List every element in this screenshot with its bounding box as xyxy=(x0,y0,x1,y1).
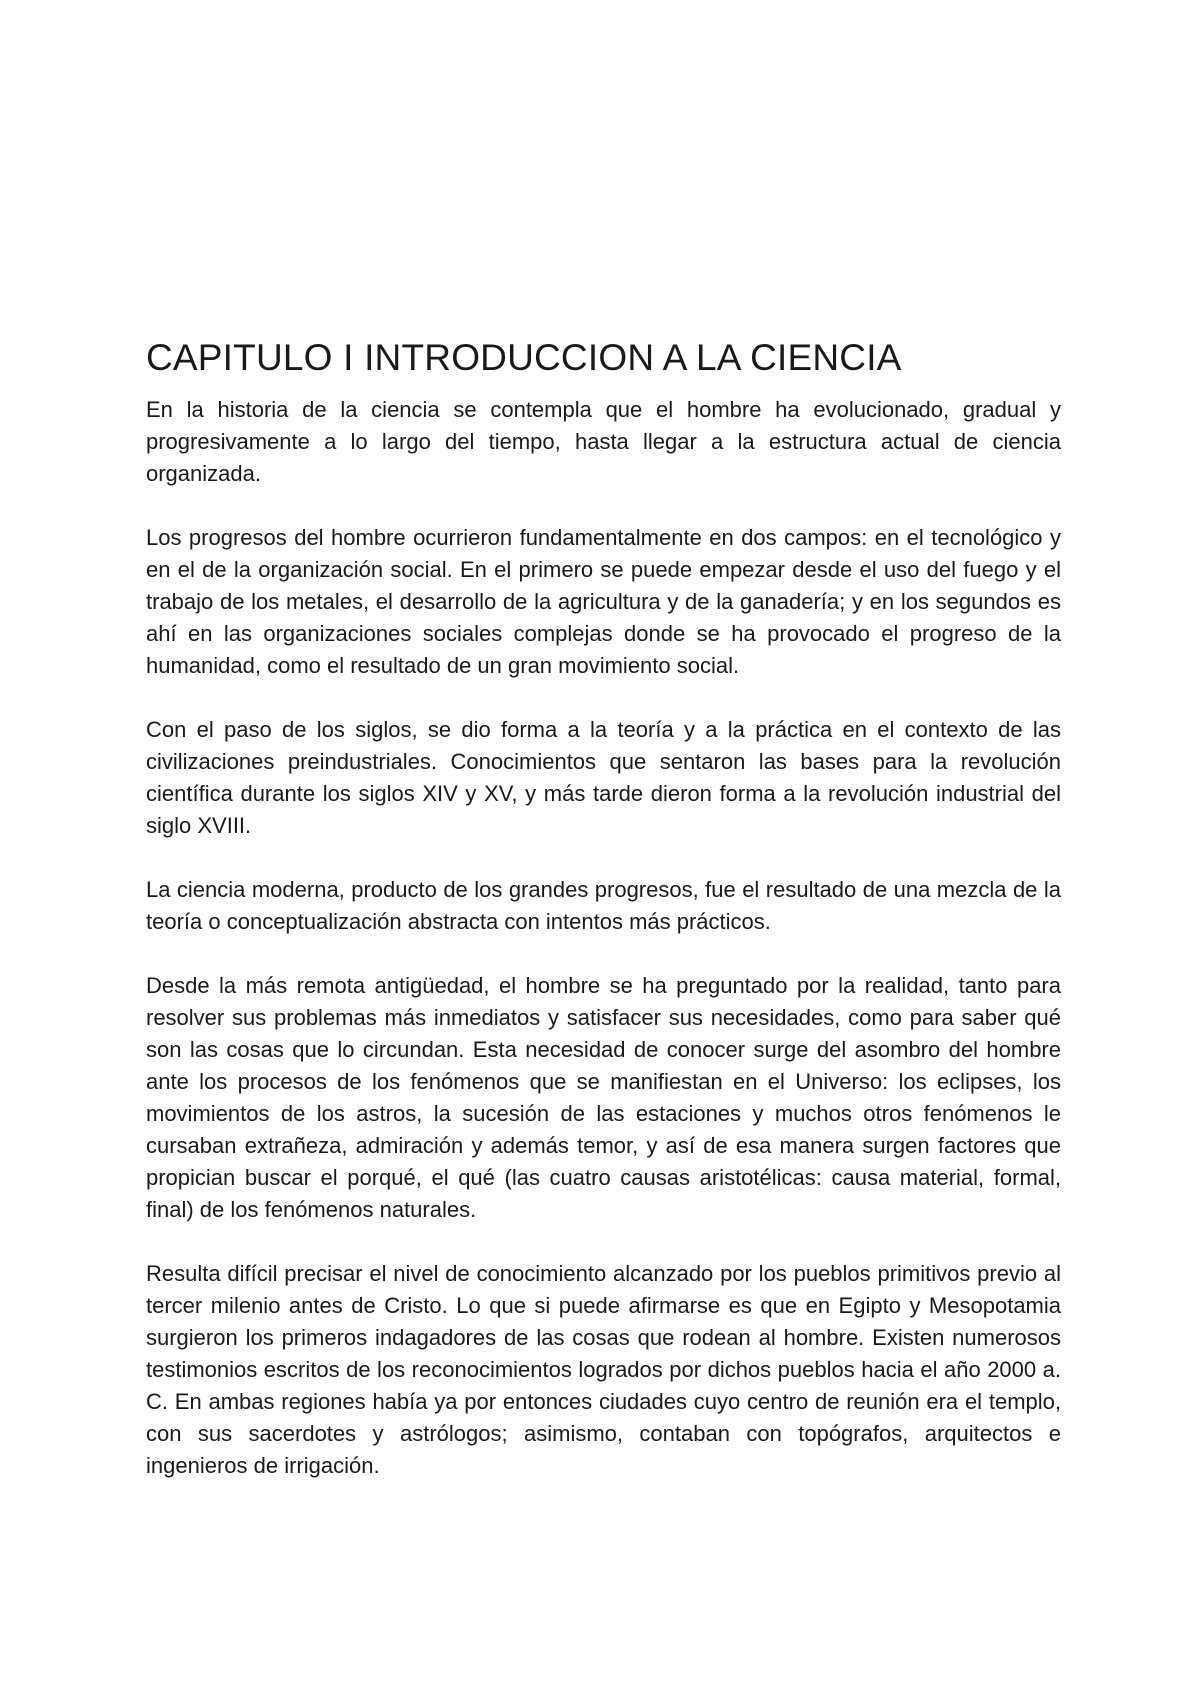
paragraph-2: Los progresos del hombre ocurrieron fundamentalmente en dos campos: en el tecnológico y en el de la organización social. En el primero se puede empezar desde el uso del fuego y el trabajo de los metales, el desarrollo de la agricultura y de la ganadería; y en los segundos es ahí en las organizaciones sociales complejas donde se ha provocado el progreso de la humanidad, como el resultado de un gran movimiento social. xyxy=(146,525,1061,678)
paragraph-5: Desde la más remota antigüedad, el hombre se ha preguntado por la realidad, tanto para resolver sus problemas más inmediatos y satisfacer sus necesidades, como para saber qué son las cosas que lo circundan. Esta necesidad de conocer surge del asombro del hombre ante los procesos de los fenómenos que se manifiestan en el Universo: los eclipses, los movimientos de los astros, la sucesión de las estaciones y muchos otros fenómenos le cursaban extrañeza, admiración y además temor, y así de esa manera surgen factores que propician buscar el porqué, el qué (las cuatro causas aristotélicas: causa material, formal, final) de los fenómenos naturales. xyxy=(146,973,1061,1222)
paragraph-1: En la historia de la ciencia se contempla que el hombre ha evolucionado, gradual y progresivamente a lo largo del tiempo, hasta llegar a la estructura actual de ciencia organizada. xyxy=(146,397,1061,486)
chapter-title: CAPITULO I INTRODUCCION A LA CIENCIA xyxy=(146,337,902,378)
paragraph-6: Resulta difícil precisar el nivel de conocimiento alcanzado por los pueblos primitivos previo al tercer milenio antes de Cristo. Lo que si puede afirmarse es que en Egipto y Mesopotamia surgieron los primeros indagadores de las cosas que rodean al hombre. Existen numerosos testimonios escritos de los reconocimientos logrados por dichos pueblos hacia el año 2000 a. C. En ambas regiones había ya por entonces ciudades cuyo centro de reunión era el templo, con sus sacerdotes y astrólogos; asimismo, contaban con topógrafos, arquitectos e ingenieros de irrigación. xyxy=(146,1261,1061,1478)
paragraph-4: La ciencia moderna, producto de los grandes progresos, fue el resultado de una mezcla de la teoría o conceptualización abstracta con intentos más prácticos. xyxy=(146,877,1061,934)
paragraph-3: Con el paso de los siglos, se dio forma a la teoría y a la práctica en el contexto de las civilizaciones preindustriales. Conocimientos que sentaron las bases para la revolución científica durante los siglos XIV y XV, y más tarde dieron forma a la revolución industrial del siglo XVIII. xyxy=(146,717,1061,838)
document-page xyxy=(146,336,1061,1482)
